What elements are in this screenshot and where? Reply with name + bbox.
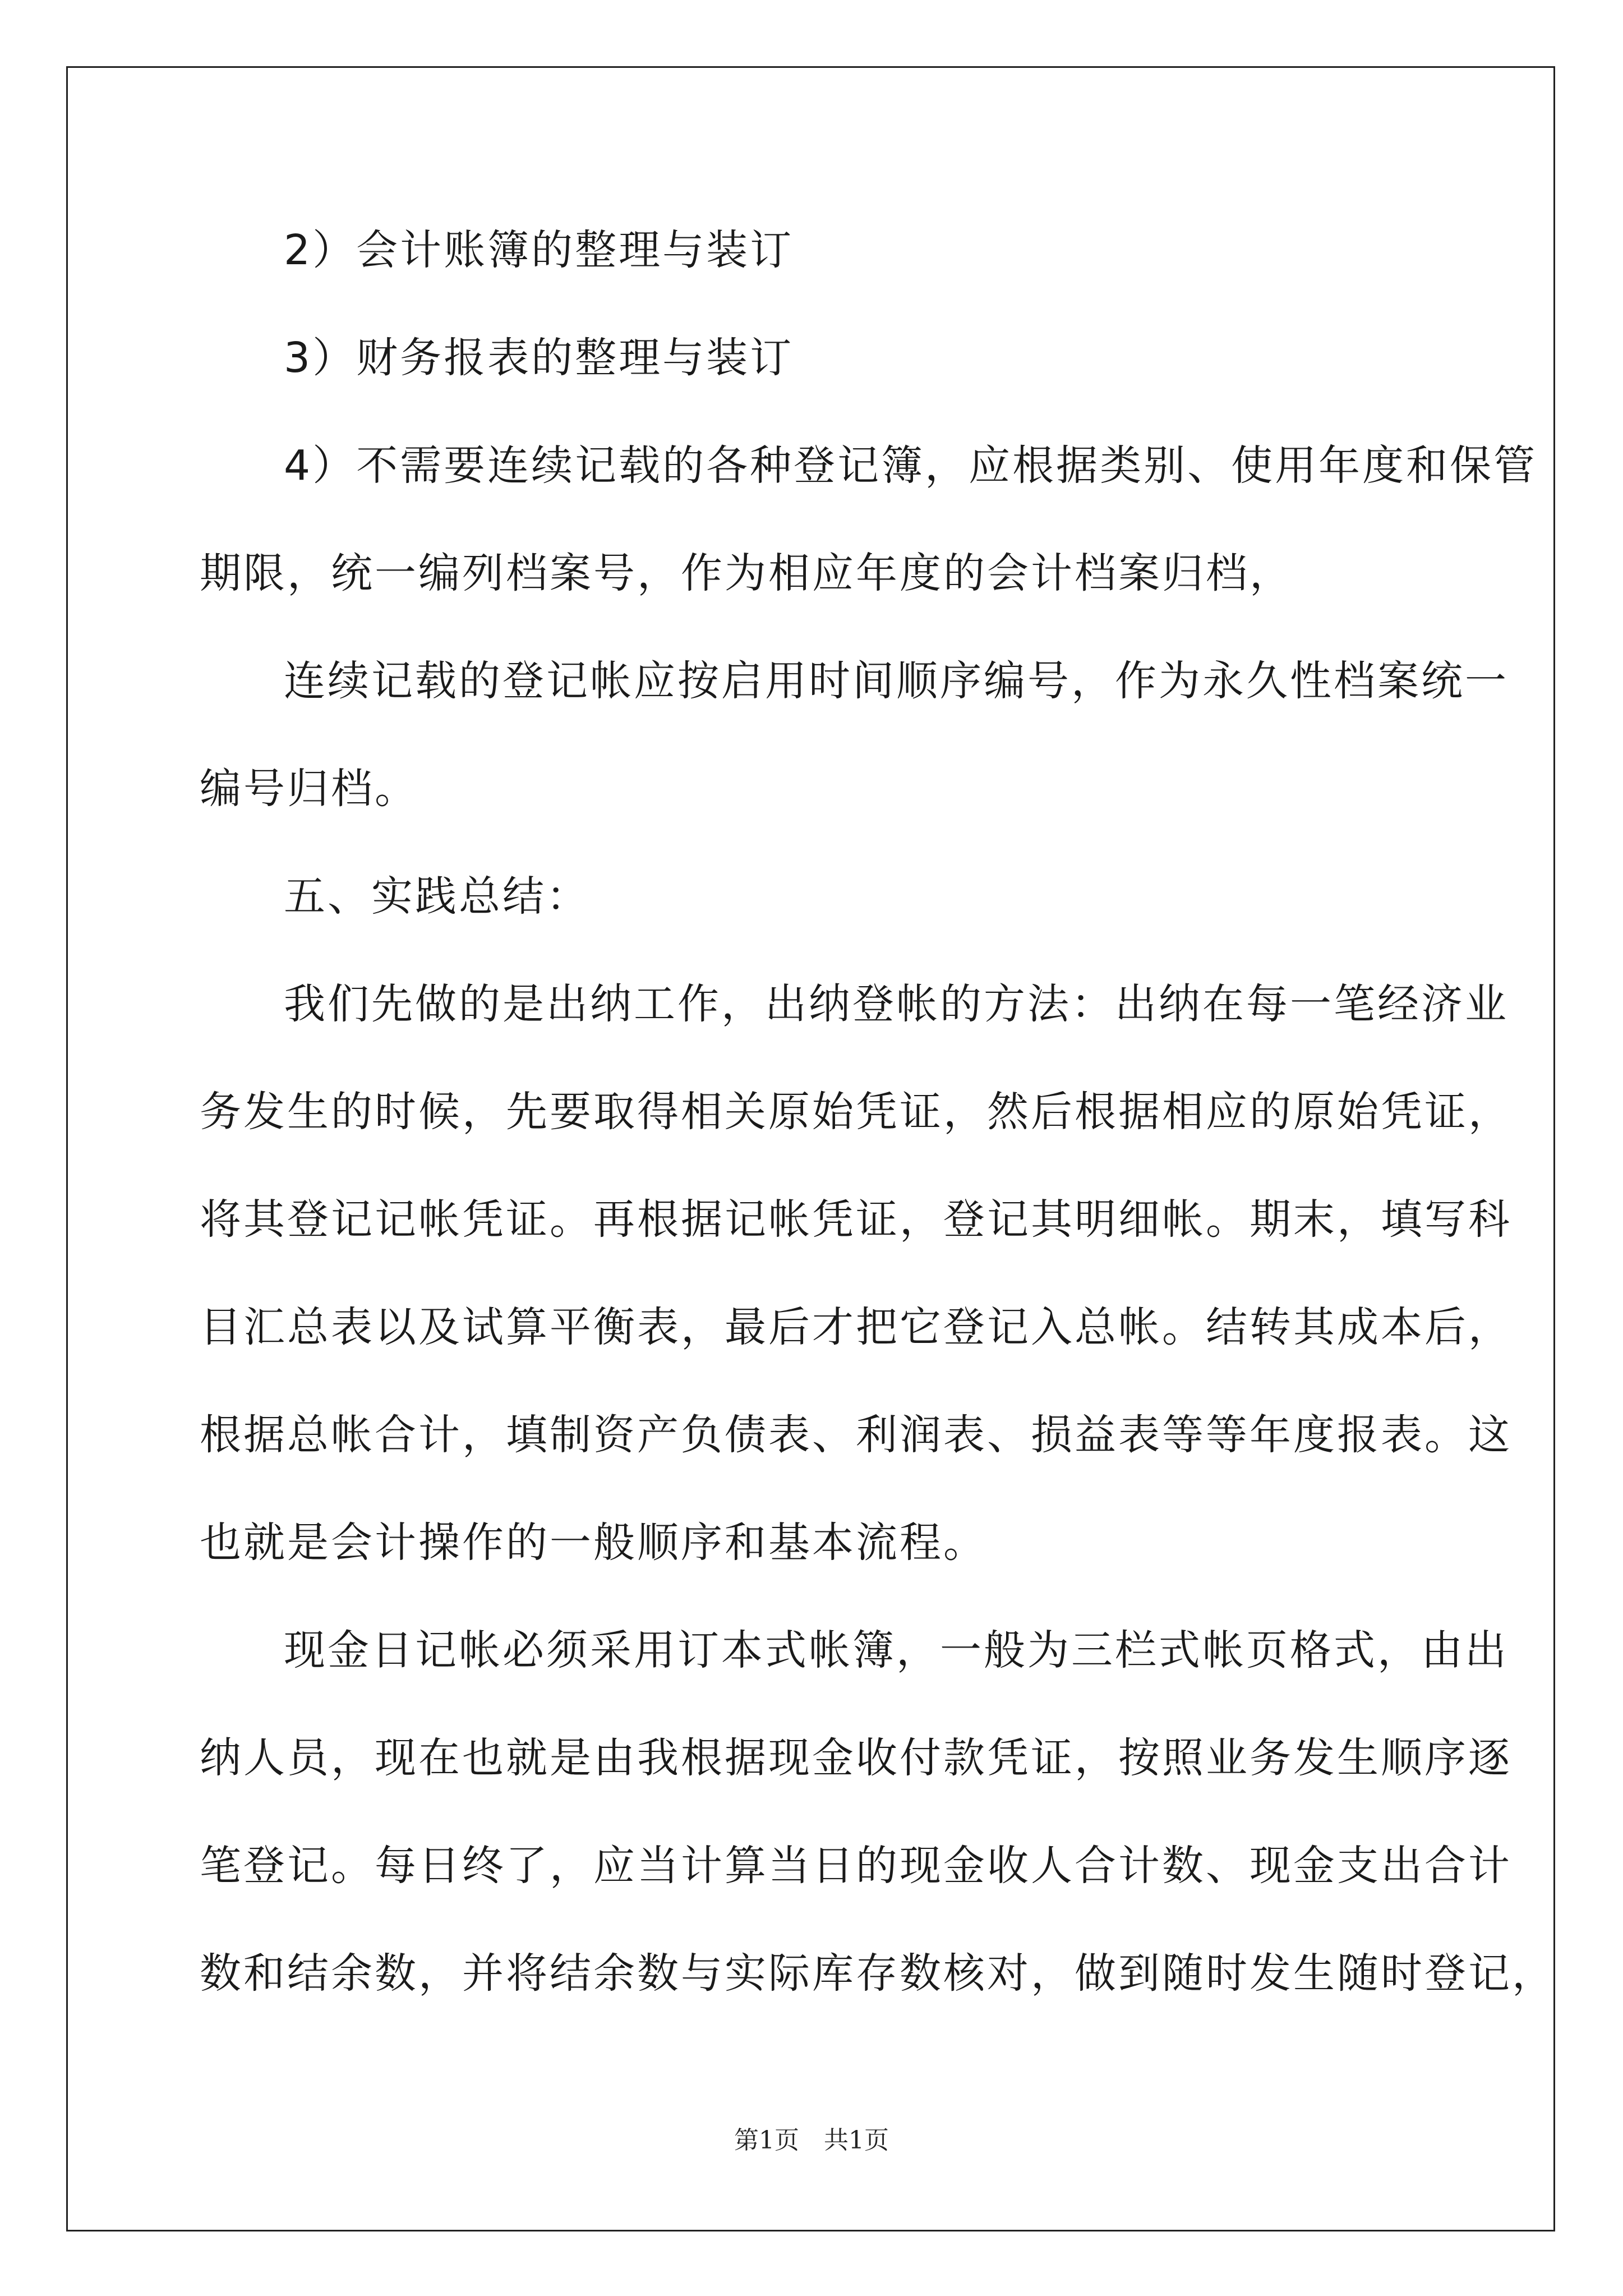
text-line: 现金日记帐必须采用订本式帐簿，一般为三栏式帐页格式，由出 [284, 1626, 1509, 1674]
text-line: 纳人员，现在也就是由我根据现金收付款凭证，按照业务发生顺序逐 [200, 1734, 1512, 1782]
text-line: 4）不需要连续记载的各种登记簿，应根据类别、使用年度和保管 [284, 441, 1538, 490]
text-line: 将其登记记帐凭证。再根据记帐凭证，登记其明细帐。期末，填写科 [200, 1195, 1512, 1244]
text-line: 编号归档。 [200, 765, 418, 813]
text-line: 也就是会计操作的一般顺序和基本流程。 [200, 1519, 987, 1567]
text-line: 我们先做的是出纳工作，出纳登帐的方法：出纳在每一笔经济业 [284, 980, 1509, 1028]
text-line: 务发生的时候，先要取得相关原始凭证，然后根据相应的原始凭证， [200, 1088, 1512, 1136]
text-line: 根据总帐合计，填制资产负债表、利润表、损益表等等年度报表。这 [200, 1411, 1512, 1459]
text-line: 笔登记。每日终了，应当计算当日的现金收人合计数、现金支出合计 [200, 1842, 1512, 1890]
text-line: 期限，统一编列档案号，作为相应年度的会计档案归档， [200, 549, 1293, 597]
text-line: 数和结余数，并将结余数与实际库存数核对，做到随时发生随时登记， [200, 1949, 1556, 1998]
text-line: 3）财务报表的整理与装订 [284, 334, 794, 382]
text-line: 2）会计账簿的整理与装订 [284, 226, 794, 274]
section-heading: 五、实践总结： [284, 872, 590, 921]
text-line: 连续记载的登记帐应按启用时间顺序编号，作为永久性档案统一 [284, 657, 1509, 705]
page-border [66, 66, 1555, 2231]
page-number-footer: 第1页 共1页 [734, 2126, 889, 2155]
text-line: 目汇总表以及试算平衡表，最后才把它登记入总帐。结转其成本后， [200, 1303, 1512, 1351]
